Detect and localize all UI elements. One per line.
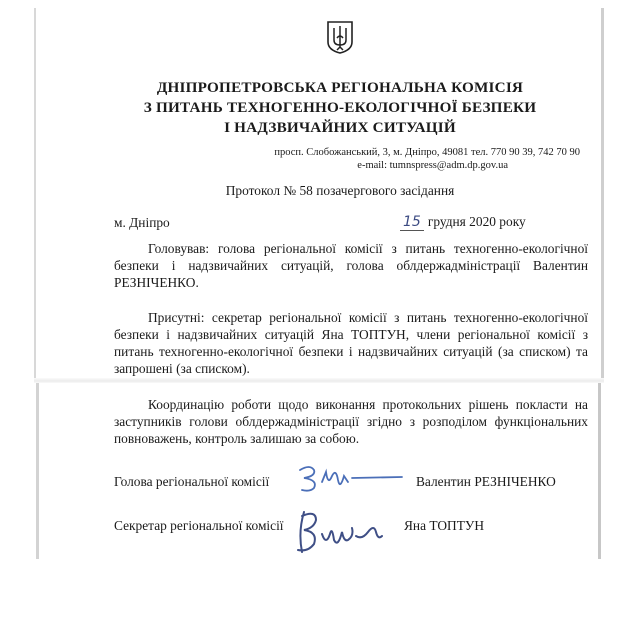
protocol-title: Протокол № 58 позачергового засідання <box>225 183 455 198</box>
coat-of-arms-icon <box>326 20 354 54</box>
signature-label-chair: Голова регіональної комісії <box>114 474 270 489</box>
address-block <box>150 146 580 172</box>
city: м. Дніпро <box>114 215 170 230</box>
signature-name-chair: Валентин РЕЗНІЧЕНКО <box>416 474 556 489</box>
signature-name-secretary: Яна ТОПТУН <box>404 518 485 533</box>
page-edge-left <box>34 8 36 380</box>
date-rest: грудня 2020 року <box>427 214 526 229</box>
page-edge-left-lower <box>36 383 39 559</box>
commission-title <box>100 78 580 138</box>
page-edge-right-lower <box>598 383 601 559</box>
email-line: e-mail: tumnspress@adm.dp.gov.ua <box>357 160 508 171</box>
date <box>400 214 526 231</box>
title-line: І НАДЗВИЧАЙНИХ СИТУАЦІЙ <box>224 119 456 136</box>
title-line: З ПИТАНЬ ТЕХНОГЕННО-ЕКОЛОГІЧНОЇ БЕЗПЕКИ <box>143 99 537 116</box>
signature-label-secretary: Секретар регіональної комісії <box>114 518 284 533</box>
date-day-handwritten: 15 <box>400 214 424 231</box>
paragraph-coordination-text: Координацію роботи щодо виконання протокольних рішень покласти на заступників голови облдержадміністрації згідно з розподілом функціональних повноважень, контроль залишаю за собою. <box>114 397 588 446</box>
signature-secretary-icon <box>292 506 388 558</box>
paragraph-coordination <box>114 396 588 447</box>
signature-chair-icon <box>296 460 406 494</box>
paragraph-present-text: Присутні: секретар регіональної комісії з питань техногенно-екологічної безпеки і надзвичайних ситуацій Яна ТОПТУН, члени регіональної комісії з питань техногенно-екологічної безпеки і надзвичайних ситуацій (за списком) та запрошені (за списком). <box>114 310 588 376</box>
paragraph-chair <box>114 240 588 291</box>
paragraph-chair-text: Головував: голова регіональної комісії з питань техногенно-екологічної безпеки і надзвичайних ситуацій, голова облдержадміністрації Валентин РЕЗНІЧЕНКО. <box>114 241 588 290</box>
paragraph-present <box>114 309 588 377</box>
address-line: просп. Слобожанський, 3, м. Дніпро, 49081 тел. 770 90 39, 742 70 90 <box>274 147 580 158</box>
title-line: ДНІПРОПЕТРОВСЬКА РЕГІОНАЛЬНА КОМІСІЯ <box>156 79 524 96</box>
page-edge-right <box>601 8 604 380</box>
page-seam <box>34 378 604 383</box>
